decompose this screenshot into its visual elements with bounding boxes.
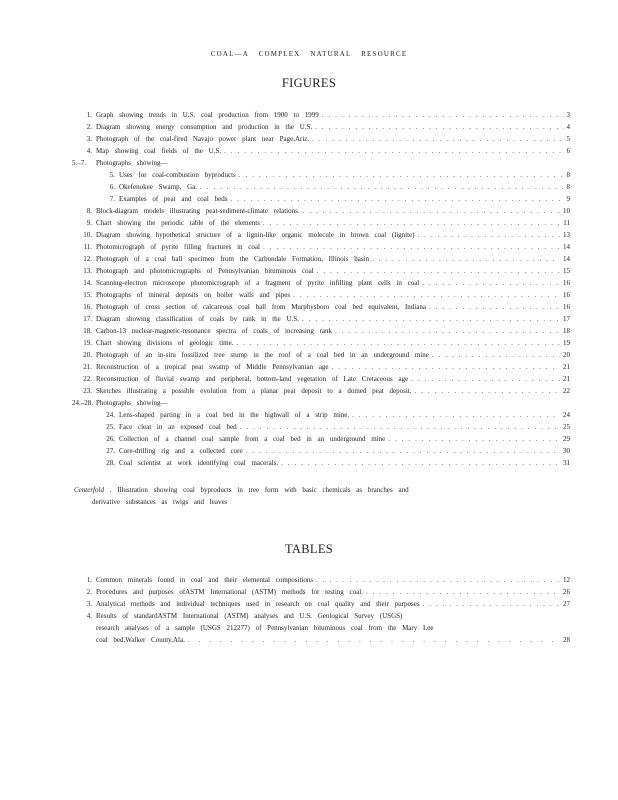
entry-page: 5 <box>566 135 570 143</box>
entry-text: Coal scientist at work identifying coal macerals. <box>119 459 279 467</box>
dot-leader <box>303 205 560 217</box>
entry-number: 3. <box>86 135 92 143</box>
entry-text-continued: coal bed,Walker County,Ala. <box>96 636 185 644</box>
entry-page: 14 <box>563 243 570 251</box>
entry-text: Diagram showing energy consumption and production in the U.S. <box>96 123 313 131</box>
entry-text: Okefenokee Swamp, Ga. <box>119 183 197 191</box>
entry-page: 24 <box>563 411 570 419</box>
entry-text: Map showing coal fields of the U.S. <box>96 147 222 155</box>
entry-text: Chart showing divisions of geologic time. <box>96 339 234 347</box>
entry-text: Core-drilling rig and a collected core <box>119 447 243 455</box>
figures-title: FIGURES <box>281 76 337 90</box>
entry-page: 10 <box>563 207 570 215</box>
entry-number: 15. <box>83 291 92 299</box>
entry-page: 22 <box>563 387 570 395</box>
toc-entry-table-4 <box>72 610 570 646</box>
dot-leader <box>281 457 560 469</box>
entry-page: 8 <box>566 183 570 191</box>
entry-number: 18. <box>83 327 92 335</box>
dot-leader <box>335 325 560 337</box>
entry-page: 12 <box>563 576 570 584</box>
dot-leader <box>263 241 560 253</box>
entry-page: 29 <box>563 435 570 443</box>
dot-leader <box>429 301 560 313</box>
dot-leader <box>423 598 560 610</box>
toc-entry-table <box>72 598 570 610</box>
toc-entry-figure <box>72 325 570 337</box>
dot-leader <box>236 337 560 349</box>
entry-text: Photograph of an in-situ fossilized tree stump in the roof of a coal bed in an underground mine <box>96 351 429 359</box>
entry-text: Common minerals found in coal and their elemental compositions <box>96 576 314 584</box>
figures-list <box>72 109 570 469</box>
entry-number: 28. <box>106 459 115 467</box>
dot-leader <box>302 313 560 325</box>
toc-entry-figure <box>72 445 570 457</box>
entry-text: Graph showing trends in U.S. coal production from 1900 to 1999 <box>96 111 319 119</box>
entry-page: 15 <box>563 267 570 275</box>
entry-page: 27 <box>563 600 570 608</box>
entry-page: 9 <box>566 195 570 203</box>
centerfold-label: Centerfold <box>74 486 104 494</box>
entry-number: 5. <box>109 171 115 179</box>
entry-text: Photograph of a coal ball specimen from the Carbondale Formation, Illinois basin <box>96 255 370 263</box>
entry-text: Results of standardASTM International (ASTM) analyses and U.S. Geological Survey (USGS) <box>96 612 403 620</box>
entry-number: 19. <box>83 339 92 347</box>
entry-text: Face cleat in an exposed coal bed <box>119 423 237 431</box>
toc-entry-table <box>72 586 570 598</box>
entry-number: 6. <box>109 183 115 191</box>
entry-page: 16 <box>563 291 570 299</box>
figure-group-label: Photographs showing— <box>96 399 168 407</box>
entry-text: Photomicrograph of pyrite filling fractures in coal <box>96 243 260 251</box>
toc-entry-figure <box>72 253 570 265</box>
entry-number: 26. <box>106 435 115 443</box>
entry-page: 11 <box>563 219 570 227</box>
toc-entry-figure <box>72 241 570 253</box>
entry-page: 25 <box>563 423 570 431</box>
entry-page: 28 <box>563 636 570 644</box>
dot-leader <box>312 133 563 145</box>
dot-leader <box>432 349 560 361</box>
entry-number: 22. <box>83 375 92 383</box>
toc-entry-figure <box>72 433 570 445</box>
entry-number: 24. <box>106 411 115 419</box>
entry-page: 30 <box>563 447 570 455</box>
dot-leader <box>352 409 560 421</box>
entry-text: Diagram showing hypothetical structure of a lignin-like organic molecule in brown coal (lignite) <box>96 231 415 239</box>
entry-text-continued: research analyses of a sample (USGS 212277) of Pennsylvanian bituminous coal from the Mary Lee <box>96 624 434 632</box>
toc-entry-figure <box>72 349 570 361</box>
figure-group-heading <box>72 157 570 169</box>
entry-text: Analytical methods and individual techniques used in research on coal quality and their purposes <box>96 600 420 608</box>
dot-leader <box>246 445 560 457</box>
entry-text: Chart showing the periodic table of the elements <box>96 219 260 227</box>
entry-page: 18 <box>563 327 570 335</box>
toc-entry-figure <box>72 133 570 145</box>
toc-entry-figure <box>72 385 570 397</box>
toc-entry-figure <box>72 193 570 205</box>
dot-leader <box>417 229 560 241</box>
entry-text: Block-diagram models illustrating peat-sediment-climate relations. <box>96 207 300 215</box>
entry-text: Lens-shaped parting in a coal bed in the highwall of a strip mine. <box>119 411 350 419</box>
toc-entry-figure <box>72 313 570 325</box>
entry-number: 13. <box>83 267 92 275</box>
entry-page: 14 <box>563 255 570 263</box>
tables-title: TABLES <box>284 542 334 556</box>
dot-leader <box>230 193 563 205</box>
dot-leader <box>388 433 560 445</box>
toc-entry-figure <box>72 337 570 349</box>
entry-number: 17. <box>83 315 92 323</box>
toc-entry-figure <box>72 109 570 121</box>
dot-leader <box>224 145 563 157</box>
entry-text: Examples of peat and coal beds <box>119 195 228 203</box>
entry-text: Photograph of the coal-fired Navajo power plant near Page,Ariz. <box>96 135 310 143</box>
entry-number: 20. <box>83 351 92 359</box>
dot-leader <box>415 385 560 397</box>
entry-number: 4. <box>86 612 92 620</box>
dot-leader <box>316 574 560 586</box>
entry-text: Photograph of cross section of calcareous coal ball from Murphysboro coal bed equivalent, Indiana <box>96 303 426 311</box>
entry-text: Reconstruction of a tropical peat swamp of Middle Pennsylvanian age <box>96 363 329 371</box>
centerfold-entry <box>74 484 494 508</box>
toc-entry-figure <box>72 145 570 157</box>
toc-entry-figure <box>72 289 570 301</box>
toc-entry-figure <box>72 361 570 373</box>
entry-page: 8 <box>566 171 570 179</box>
tables-list <box>72 574 570 646</box>
entry-number: 9. <box>86 219 92 227</box>
entry-number: 27. <box>106 447 115 455</box>
entry-page: 16 <box>563 279 570 287</box>
toc-entry-table <box>72 574 570 586</box>
entry-text: Diagram showing classification of coals by rank in the U.S. <box>96 315 299 323</box>
running-head: COAL—A COMPLEX NATURAL RESOURCE <box>210 50 408 58</box>
toc-entry-figure <box>72 229 570 241</box>
toc-entry-figure <box>72 373 570 385</box>
centerfold-text: . Illustration showing coal byproducts in tree form with basic chemicals as branches and <box>109 486 409 494</box>
toc-entry-figure <box>72 409 570 421</box>
toc-entry-figure <box>72 121 570 133</box>
entry-number: 8. <box>86 207 92 215</box>
entry-number: 1. <box>86 576 92 584</box>
entry-number: 23. <box>83 387 92 395</box>
entry-page: 21 <box>563 363 570 371</box>
entry-page: 31 <box>563 459 570 467</box>
figure-group-number: 24.–28. <box>72 399 93 407</box>
entry-page: 3 <box>566 111 570 119</box>
entry-number: 2. <box>86 123 92 131</box>
toc-entry-figure <box>72 265 570 277</box>
dot-leader <box>200 181 564 193</box>
dot-leader <box>317 265 560 277</box>
entry-number: 7. <box>109 195 115 203</box>
toc-entry-figure <box>72 217 570 229</box>
toc-entry-figure <box>72 421 570 433</box>
dot-leader <box>240 421 560 433</box>
entry-page: 16 <box>563 303 570 311</box>
dot-leader <box>372 253 560 265</box>
entry-page: 6 <box>566 147 570 155</box>
figure-group-label: Photographs showing— <box>96 159 168 167</box>
dot-leader <box>366 586 560 598</box>
entry-page: 13 <box>563 231 570 239</box>
dot-leader <box>315 121 563 133</box>
entry-page: 4 <box>566 123 570 131</box>
dot-leader <box>422 277 560 289</box>
entry-number: 1. <box>86 111 92 119</box>
dot-leader <box>411 373 560 385</box>
entry-number: 14. <box>83 279 92 287</box>
toc-entry-figure <box>72 457 570 469</box>
toc-entry-figure <box>72 301 570 313</box>
toc-entry-figure <box>72 169 570 181</box>
entry-text: Scanning-electron microscope photomicrograph of a fragment of pyrite infilling plant cells in coal <box>96 279 420 287</box>
dot-leader <box>239 169 564 181</box>
entry-page: 21 <box>563 375 570 383</box>
entry-text: Carbon-13 nuclear-magnetic-resonance spectra of coals of increasing rank <box>96 327 333 335</box>
entry-number: 11. <box>83 243 92 251</box>
toc-entry-figure <box>72 205 570 217</box>
entry-number: 10. <box>83 231 92 239</box>
entry-text: Collection of a channel coal sample from a coal bed in an underground mine <box>119 435 386 443</box>
dot-leader <box>293 289 560 301</box>
entry-page: 19 <box>563 339 570 347</box>
entry-text: Reconstruction of fluvial swamp and peripheral, bottom-land vegetation of Late Cretaceous age <box>96 375 409 383</box>
entry-page: 20 <box>563 351 570 359</box>
dot-leader <box>322 109 564 121</box>
entry-number: 3. <box>86 600 92 608</box>
entry-number: 21. <box>83 363 92 371</box>
dot-leader <box>263 217 560 229</box>
entry-text: Sketches illustrating a possible evolution from a planar peat deposit to a domed peat deposit. <box>96 387 412 395</box>
figure-group-number: 5.–7. <box>72 159 86 167</box>
entry-page: 26 <box>563 588 570 596</box>
entry-number: 25. <box>106 423 115 431</box>
centerfold-text-continued: derivative substances as twigs and leaves <box>92 498 228 506</box>
entry-number: 12. <box>83 255 92 263</box>
dot-leader <box>188 634 560 646</box>
toc-entry-figure <box>72 181 570 193</box>
toc-entry-figure <box>72 277 570 289</box>
entry-text: Photographs of mineral deposits on boiler walls and pipes <box>96 291 291 299</box>
dot-leader <box>332 361 560 373</box>
entry-text: Uses for coal-combustion byproducts <box>119 171 236 179</box>
entry-text: Photograph and photomicrographs of Pennsylvanian bituminous coal <box>96 267 314 275</box>
entry-number: 4. <box>86 147 92 155</box>
figure-group-heading <box>72 397 570 409</box>
entry-number: 2. <box>86 588 92 596</box>
entry-text: Procedures and purposes ofASTM International (ASTM) methods for testing coal. <box>96 588 363 596</box>
entry-page: 17 <box>563 315 570 323</box>
entry-number: 16. <box>83 303 92 311</box>
